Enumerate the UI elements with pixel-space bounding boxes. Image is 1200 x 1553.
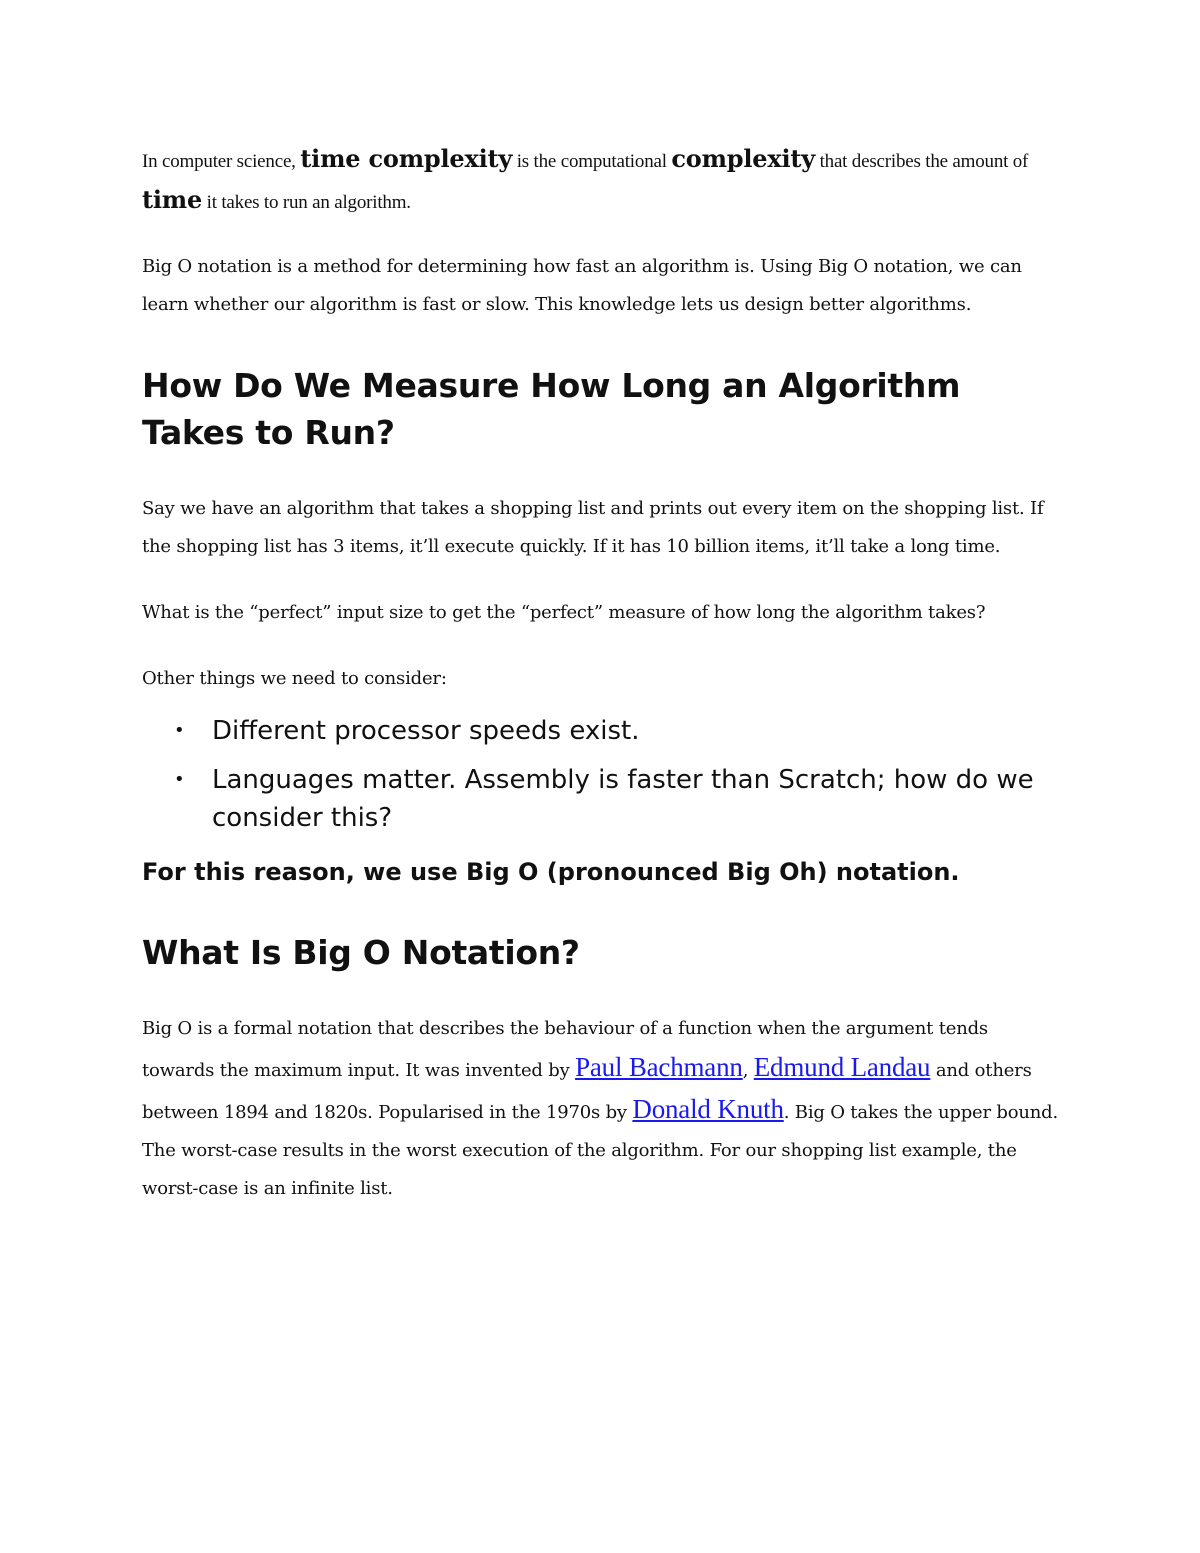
list-item [142, 761, 1062, 837]
document-page [142, 140, 1062, 1236]
intro-paragraph [142, 140, 1062, 222]
intro-text-4: it takes to run an algorithm. [202, 192, 411, 213]
definition-text-1: Big O is a formal notation that describes the behaviour of a function when the argument tends towards the maximum input. It was invented by [142, 1018, 988, 1081]
big-o-intro-paragraph: Big O notation is a method for determining how fast an algorithm is. Using Big O notation, we can learn whether our algorithm is fast or slow. This knowledge lets us design better algorithms. [142, 256, 1022, 315]
list-item [142, 712, 1062, 750]
list-item-text: Languages matter. Assembly is faster than Scratch; how do we consider this? [212, 765, 1034, 833]
bullet-icon: • [174, 720, 185, 741]
heading-measure-algorithm: How Do We Measure How Long an Algorithm Takes to Run? [142, 366, 961, 452]
keyword-time-complexity: time complexity [300, 144, 513, 173]
big-o-definition-paragraph [142, 1010, 1062, 1208]
definition-text-4: . Big O takes the upper bound. The worst-case results in the worst execution of the algorithm. For our shopping list example, the worst-case is an infinite list. [142, 1102, 1058, 1199]
intro-text-3: that describes the amount of [815, 151, 1029, 172]
considerations-list [142, 712, 1062, 837]
big-o-reason-line: For this reason, we use Big O (pronounced Big Oh) notation. [142, 858, 960, 886]
intro-text-2: is the computational [512, 151, 672, 172]
donald-knuth-link[interactable]: Donald Knuth [632, 1094, 784, 1124]
perfect-input-paragraph: What is the “perfect” input size to get the “perfect” measure of how long the algorithm takes? [142, 602, 986, 623]
definition-text-2: , [742, 1060, 754, 1081]
definition-text-3: and others between 1894 and 1820s. Popularised in the 1970s by [142, 1060, 1032, 1123]
intro-text-1: In computer science, [142, 151, 301, 172]
edmund-landau-link[interactable]: Edmund Landau [753, 1052, 931, 1082]
keyword-complexity: complexity [671, 144, 816, 173]
heading-what-is-big-o: What Is Big O Notation? [142, 933, 580, 972]
paul-bachmann-link[interactable]: Paul Bachmann [575, 1052, 743, 1082]
list-item-text: Different processor speeds exist. [212, 716, 640, 746]
shopping-list-paragraph: Say we have an algorithm that takes a shopping list and prints out every item on the shopping list. If the shopping list has 3 items, it’ll execute quickly. If it has 10 billion items, it’ll take a long time. [142, 498, 1044, 557]
other-things-paragraph: Other things we need to consider: [142, 668, 447, 689]
keyword-time: time [142, 185, 203, 214]
bullet-icon: • [174, 769, 185, 790]
